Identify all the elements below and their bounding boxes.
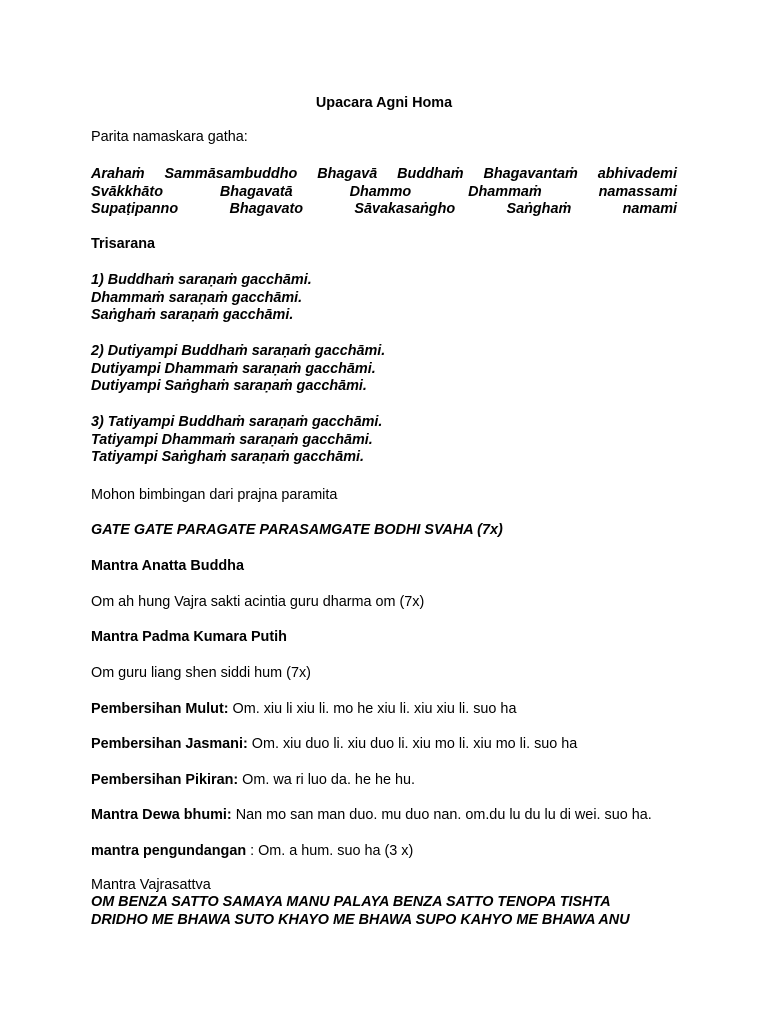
mulut-line	[91, 701, 677, 719]
gatha-word: Bhagavā	[317, 166, 378, 182]
pengundangan-label: mantra pengundangan	[91, 843, 247, 859]
pikiran-label: Pembersihan Pikiran:	[91, 772, 239, 788]
gatha-word: Arahaṁ	[91, 166, 145, 182]
trisarana-group-1	[91, 272, 677, 325]
gatha-word: Dhammaṁ	[468, 183, 542, 200]
gatha-line-1	[91, 166, 677, 184]
document-title: Upacara Agni Homa	[315, 95, 453, 111]
trisarana-line: 2) Dutiyampi Buddhaṁ saraṇaṁ gacchāmi.	[91, 343, 386, 359]
gatha-line-2	[91, 184, 677, 202]
trisarana-group-3	[91, 414, 677, 467]
jasmani-text: Om. xiu duo li. xiu duo li. xiu mo li. xiu mo li. suo ha	[247, 736, 578, 752]
trisarana-group-2	[91, 343, 677, 396]
anatta-heading: Mantra Anatta Buddha	[91, 558, 244, 574]
gatha-word: Saṅghaṁ	[506, 201, 572, 217]
gatha-word: Sammāsambuddho	[164, 166, 298, 182]
pikiran-line	[91, 772, 677, 790]
vajrasattva-line: DRIDHO ME BHAWA SUTO KHAYO ME BHAWA SUPO KAHYO ME BHAWA ANU	[91, 911, 630, 928]
gatha-word: namassami	[598, 183, 677, 200]
anatta-text: Om ah hung Vajra sakti acintia guru dharma om (7x)	[91, 594, 425, 610]
trisarana-heading: Trisarana	[91, 236, 155, 252]
mulut-text: Om. xiu li xiu li. mo he xiu li. xiu xiu li. suo ha	[228, 701, 517, 717]
gatha-line-3	[91, 201, 677, 219]
mulut-label: Pembersihan Mulut:	[91, 701, 229, 717]
dewa-line	[91, 807, 677, 825]
trisarana-line: Saṅghaṁ saraṇaṁ gacchāmi.	[91, 307, 294, 323]
gatha-word: Dhammo	[349, 183, 412, 200]
vajrasattva-line: OM BENZA SATTO SAMAYA MANU PALAYA BENZA SATTO TENOPA TISHTA	[91, 894, 611, 910]
trisarana-line: Dutiyampi Dhammaṁ saraṇaṁ gacchāmi.	[91, 360, 376, 377]
gatha-block	[91, 166, 677, 219]
trisarana-line: Dutiyampi Saṅghaṁ saraṇaṁ gacchāmi.	[91, 378, 367, 394]
trisarana-line: Dhammaṁ saraṇaṁ gacchāmi.	[91, 289, 303, 306]
gatha-word: Bhagavatā	[219, 183, 293, 200]
vajrasattva-heading: Mantra Vajrasattva	[91, 877, 211, 893]
trisarana-line: 1) Buddhaṁ saraṇaṁ gacchāmi.	[91, 272, 312, 288]
gatha-word: Svākkhāto	[91, 183, 163, 200]
gatha-word: Bhagavantaṁ	[483, 166, 578, 182]
dewa-text: Nan mo san man duo. mu duo nan. om.du lu du lu di wei. suo ha.	[231, 807, 652, 823]
parita-heading: Parita namaskara gatha:	[91, 129, 248, 145]
mohon-text: Mohon bimbingan dari prajna paramita	[91, 487, 338, 503]
gatha-word: Bhagavato	[229, 201, 304, 217]
pengundangan-text: : Om. a hum. suo ha (3 x)	[246, 843, 414, 859]
jasmani-label: Pembersihan Jasmani:	[91, 736, 248, 752]
trisarana-line: Tatiyampi Saṅghaṁ saraṇaṁ gacchāmi.	[91, 449, 364, 465]
dewa-label: Mantra Dewa bhumi:	[91, 807, 232, 823]
gatha-word: namami	[622, 201, 677, 217]
gatha-word: Supaṭipanno	[91, 201, 179, 217]
trisarana-line: Tatiyampi Dhammaṁ saraṇaṁ gacchāmi.	[91, 431, 373, 448]
pikiran-text: Om. wa ri luo da. he he hu.	[238, 772, 415, 788]
padma-heading: Mantra Padma Kumara Putih	[91, 629, 287, 645]
gatha-word: abhivademi	[597, 166, 677, 182]
padma-text: Om guru liang shen siddi hum (7x)	[91, 665, 311, 681]
trisarana-line: 3) Tatiyampi Buddhaṁ saraṇaṁ gacchāmi.	[91, 414, 383, 430]
jasmani-line	[91, 736, 677, 754]
gatha-word: Sāvakasaṅgho	[354, 201, 456, 217]
gatha-word: Buddhaṁ	[397, 166, 464, 182]
pengundangan-line	[91, 843, 677, 861]
vajrasattva-mantra	[91, 894, 677, 929]
gate-mantra: GATE GATE PARAGATE PARASAMGATE BODHI SVAHA (7x)	[91, 522, 503, 538]
